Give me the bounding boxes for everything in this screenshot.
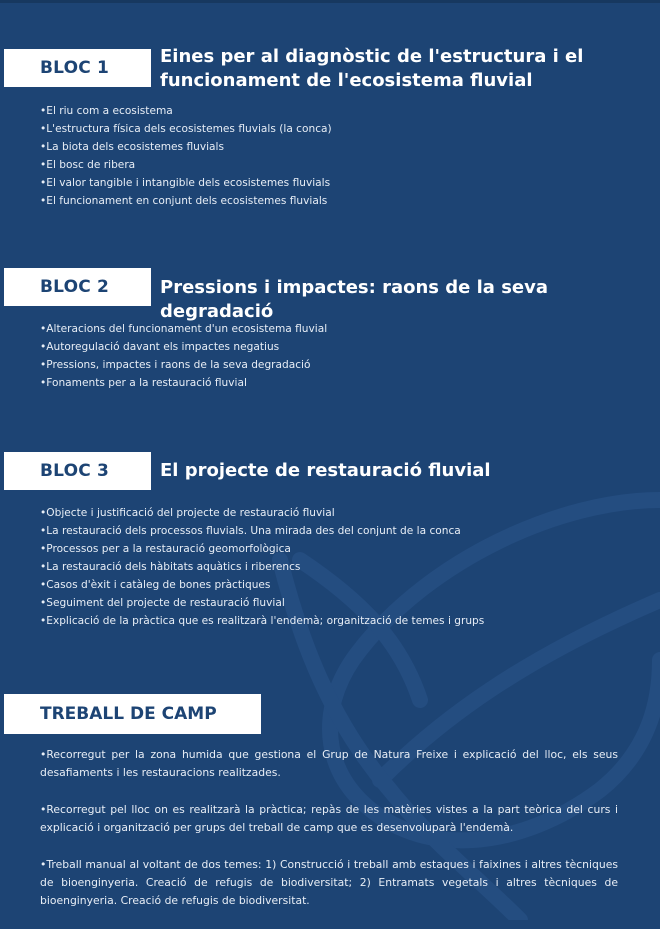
list-item: • La restauració dels hàbitats aquàtics i riberencs xyxy=(40,558,640,576)
list-item: • Pressions, impactes i raons de la seva degradació xyxy=(40,356,640,374)
list-item: • El valor tangible i intangible dels ecosistemes fluvials xyxy=(40,174,640,192)
bloc-2-title: Pressions i impactes: raons de la seva degradació xyxy=(160,277,549,322)
treball-de-camp-label: TREBALL DE CAMP xyxy=(4,694,261,734)
treball-de-camp-paragraphs xyxy=(40,746,618,929)
list-item: • La restauració dels processos fluvials. Una mirada des del conjunt de la conca xyxy=(40,522,640,540)
bloc-3-items xyxy=(40,504,640,630)
bloc-3-title: El projecte de restauració fluvial xyxy=(160,460,491,481)
list-item: • L'estructura física dels ecosistemes fluvials (la conca) xyxy=(40,120,640,138)
bloc-1-title: Eines per al diagnòstic de l'estructura i el funcionament de l'ecosistema fluvial xyxy=(160,46,584,91)
list-item: • Fonaments per a la restauració fluvial xyxy=(40,374,640,392)
list-item: • El riu com a ecosistema xyxy=(40,102,640,120)
list-item: • Explicació de la pràctica que es realitzarà l'endemà; organització de temes i grups xyxy=(40,612,640,630)
list-item: • Casos d'èxit i catàleg de bones pràctiques xyxy=(40,576,640,594)
bloc-2-items xyxy=(40,320,640,392)
list-item: • Objecte i justificació del projecte de restauració fluvial xyxy=(40,504,640,522)
bloc-1-items xyxy=(40,102,640,210)
list-item: • Seguiment del projecte de restauració fluvial xyxy=(40,594,640,612)
list-item: • Autoregulació davant els impactes negatius xyxy=(40,338,640,356)
bloc-3-label: BLOC 3 xyxy=(4,452,151,490)
list-item: • Processos per a la restauració geomorfològica xyxy=(40,540,640,558)
list-item: • La biota dels ecosistemes fluvials xyxy=(40,138,640,156)
camp-paragraph: • Treball manual al voltant de dos temes: 1) Construcció i treball amb estaques i faixines i altres tècniques de bioenginyeria. Creació de refugis de biodiversitat; 2) Entramats vegetals i altres tècniques de bioenginyeria. Creació de refugis de biodiversitat. xyxy=(40,856,618,910)
list-item: • El bosc de ribera xyxy=(40,156,640,174)
list-item: • El funcionament en conjunt dels ecosistemes fluvials xyxy=(40,192,640,210)
bloc-2-label: BLOC 2 xyxy=(4,268,151,306)
list-item: • Alteracions del funcionament d'un ecosistema fluvial xyxy=(40,320,640,338)
camp-paragraph: • Recorregut pel lloc on es realitzarà la pràctica; repàs de les matèries vistes a la part teòrica del curs i explicació i organització per grups del treball de camp que es desenvoluparà l'endemà. xyxy=(40,801,618,837)
bloc-1-label: BLOC 1 xyxy=(4,49,151,87)
top-edge xyxy=(0,0,660,3)
camp-paragraph: • Recorregut per la zona humida que gestiona el Grup de Natura Freixe i explicació del lloc, els seus desafiaments i les restauracions realitzades. xyxy=(40,746,618,782)
